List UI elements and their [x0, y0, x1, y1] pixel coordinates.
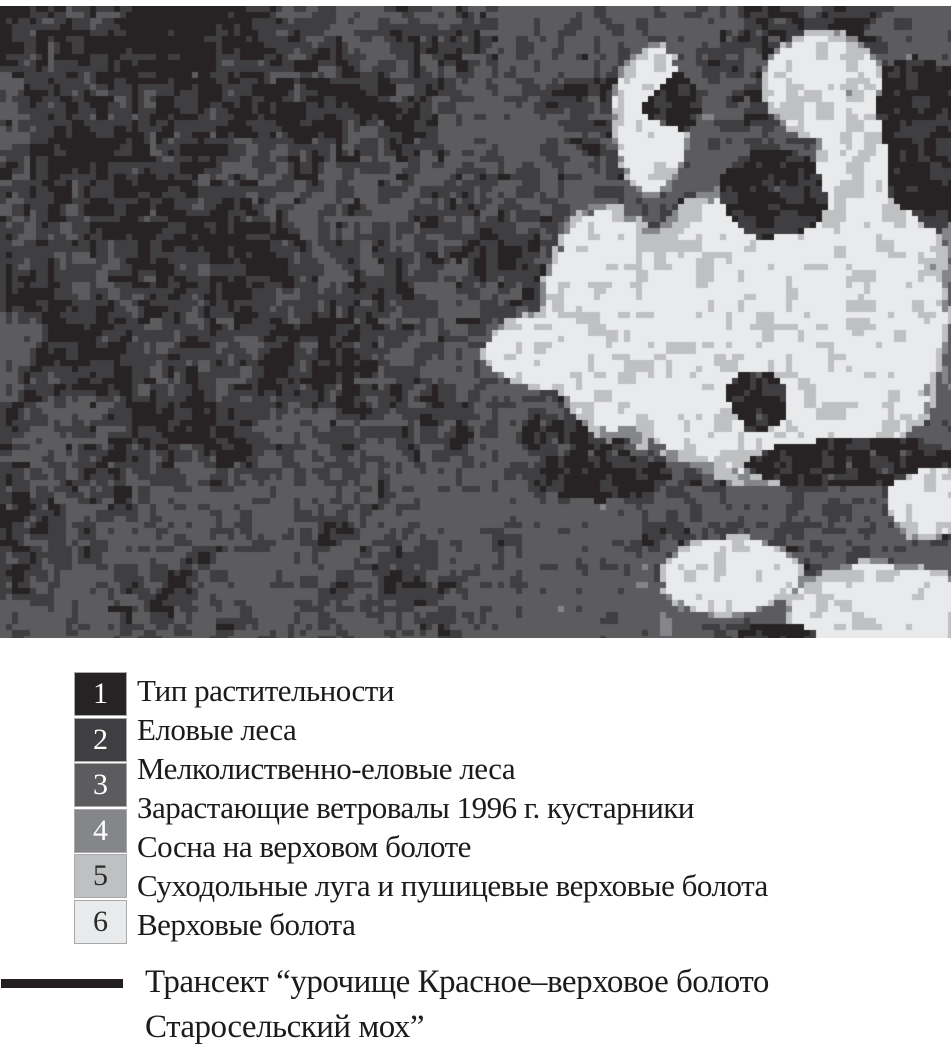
legend-label-4: Зарастающие ветровалы 1996 г. кустарники — [137, 790, 694, 825]
legend-class-number-1: 1 — [93, 677, 108, 710]
legend-class-number-3: 3 — [93, 768, 108, 801]
transect-label — [145, 960, 769, 1050]
legend-label-6: Суходольные луга и пушицевые верховые болота — [137, 868, 768, 903]
legend-swatch-4 — [74, 809, 127, 853]
legend-swatch-6 — [74, 900, 127, 944]
transect-line-symbol — [1, 979, 123, 988]
legend-class-number-4: 4 — [93, 813, 108, 847]
vegetation-classification-map — [0, 6, 951, 638]
legend-swatch-5 — [74, 854, 127, 898]
legend-label-7: Верховые болота — [137, 907, 356, 942]
legend-swatch-3 — [74, 763, 127, 807]
legend-label-1: Тип растительности — [137, 673, 394, 708]
transect-label-line1: Трансект “урочище Красное–верховое болото — [145, 964, 769, 1000]
legend-swatch-column — [74, 672, 127, 945]
legend-label-5: Сосна на верховом болоте — [137, 829, 471, 864]
legend-label-2: Еловые леса — [137, 712, 297, 747]
legend-swatch-1 — [74, 672, 127, 716]
legend-swatch-2 — [74, 718, 127, 762]
legend-class-number-5: 5 — [93, 859, 108, 892]
legend-class-number-2: 2 — [93, 722, 108, 756]
transect-label-line2: Старосельский мох” — [145, 1009, 425, 1045]
legend-label-3: Мелколиственно-еловые леса — [137, 751, 516, 786]
legend-class-number-6: 6 — [93, 904, 108, 938]
legend-label-column — [137, 671, 768, 944]
